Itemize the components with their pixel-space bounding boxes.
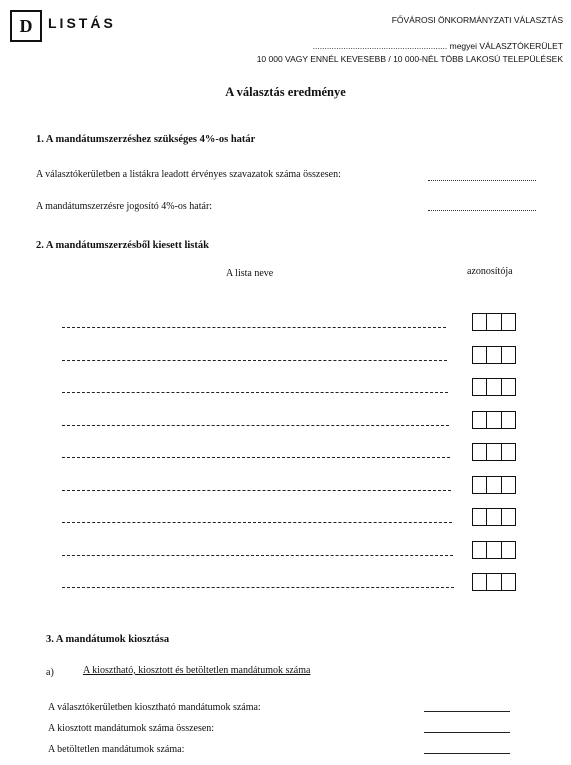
section-3-row-2-label: A kiosztott mandátumok száma összesen:	[48, 723, 215, 734]
list-id-digit-cell[interactable]	[473, 347, 487, 363]
list-id-digit-cell[interactable]	[473, 379, 487, 395]
list-id-digit-cell[interactable]	[473, 574, 487, 590]
list-id-box-6[interactable]	[472, 476, 516, 494]
list-id-digit-cell[interactable]	[473, 412, 487, 428]
header-line-1: FŐVÁROSI ÖNKORMÁNYZATI VÁLASZTÁS	[391, 15, 563, 25]
list-id-digit-cell[interactable]	[502, 379, 515, 395]
list-id-box-8[interactable]	[472, 541, 516, 559]
list-id-digit-cell[interactable]	[487, 542, 501, 558]
list-name-field-4[interactable]	[62, 425, 449, 426]
section-3-row-1-label: A választókerületben kiosztható mandátumok száma:	[48, 702, 261, 713]
list-name-field-2[interactable]	[62, 360, 447, 361]
list-name-column-header: A lista neve	[226, 268, 274, 279]
list-id-digit-cell[interactable]	[487, 444, 501, 460]
list-id-digit-cell[interactable]	[502, 574, 515, 590]
list-name-field-8[interactable]	[62, 555, 453, 556]
header-line-3: 10 000 VAGY ENNÉL KEVESEBB / 10 000-NÉL TÖBB LAKOSÚ TELEPÜLÉSEK	[256, 54, 563, 64]
list-id-digit-cell[interactable]	[487, 379, 501, 395]
list-id-digit-cell[interactable]	[502, 509, 515, 525]
list-id-digit-cell[interactable]	[487, 477, 501, 493]
list-id-digit-cell[interactable]	[473, 444, 487, 460]
list-id-digit-cell[interactable]	[502, 477, 515, 493]
page-title: A választás eredménye	[225, 85, 346, 99]
list-id-digit-cell[interactable]	[487, 347, 501, 363]
list-id-digit-cell[interactable]	[487, 509, 501, 525]
list-id-digit-cell[interactable]	[502, 347, 515, 363]
subsection-a-label: a)	[46, 667, 54, 678]
section-2-heading: 2. A mandátumszerzésből kiesett listák	[36, 240, 209, 251]
list-id-box-3[interactable]	[472, 378, 516, 396]
list-id-box-2[interactable]	[472, 346, 516, 364]
list-name-field-1[interactable]	[62, 327, 446, 328]
list-id-digit-cell[interactable]	[502, 542, 515, 558]
form-type-d-box: D	[10, 10, 42, 42]
list-id-digit-cell[interactable]	[473, 542, 487, 558]
list-id-digit-cell[interactable]	[487, 574, 501, 590]
list-id-digit-cell[interactable]	[487, 412, 501, 428]
list-name-field-6[interactable]	[62, 490, 451, 491]
section-3-heading: 3. A mandátumok kiosztása	[46, 634, 170, 645]
section-1-row-1-label: A választókerületben a listákra leadott érvényes szavazatok száma összesen:	[36, 169, 341, 180]
list-name-field-3[interactable]	[62, 392, 448, 393]
section-1-row-2-label: A mandátumszerzésre jogosító 4%-os határ:	[36, 201, 213, 212]
section-1-heading: 1. A mandátumszerzéshez szükséges 4%-os határ	[36, 134, 256, 145]
list-name-field-7[interactable]	[62, 522, 452, 523]
list-id-digit-cell[interactable]	[473, 509, 487, 525]
section-3-row-3-label: A betöltetlen mandátumok száma:	[48, 744, 185, 755]
list-id-digit-cell[interactable]	[473, 314, 487, 330]
list-id-digit-cell[interactable]	[502, 314, 515, 330]
section-3-row-2-field[interactable]	[424, 732, 510, 733]
list-id-box-5[interactable]	[472, 443, 516, 461]
list-id-digit-cell[interactable]	[502, 444, 515, 460]
list-name-field-5[interactable]	[62, 457, 450, 458]
section-1-row-2-field[interactable]	[428, 210, 536, 211]
section-1-row-1-field[interactable]	[428, 180, 536, 181]
list-id-box-9[interactable]	[472, 573, 516, 591]
list-id-digit-cell[interactable]	[473, 477, 487, 493]
section-3-row-3-field[interactable]	[424, 753, 510, 754]
list-id-box-1[interactable]	[472, 313, 516, 331]
header-line-2: ......................................................... megyei VÁLASZTÓKERÜLET	[312, 41, 563, 51]
list-id-column-header: azonosítója	[467, 266, 513, 277]
list-id-box-4[interactable]	[472, 411, 516, 429]
subsection-a-heading: A kiosztható, kiosztott és betöltetlen mandátumok száma	[83, 665, 311, 676]
list-id-box-7[interactable]	[472, 508, 516, 526]
list-id-digit-cell[interactable]	[487, 314, 501, 330]
list-id-digit-cell[interactable]	[502, 412, 515, 428]
section-3-row-1-field[interactable]	[424, 711, 510, 712]
list-name-field-9[interactable]	[62, 587, 454, 588]
listas-label: LISTÁS	[48, 15, 116, 31]
